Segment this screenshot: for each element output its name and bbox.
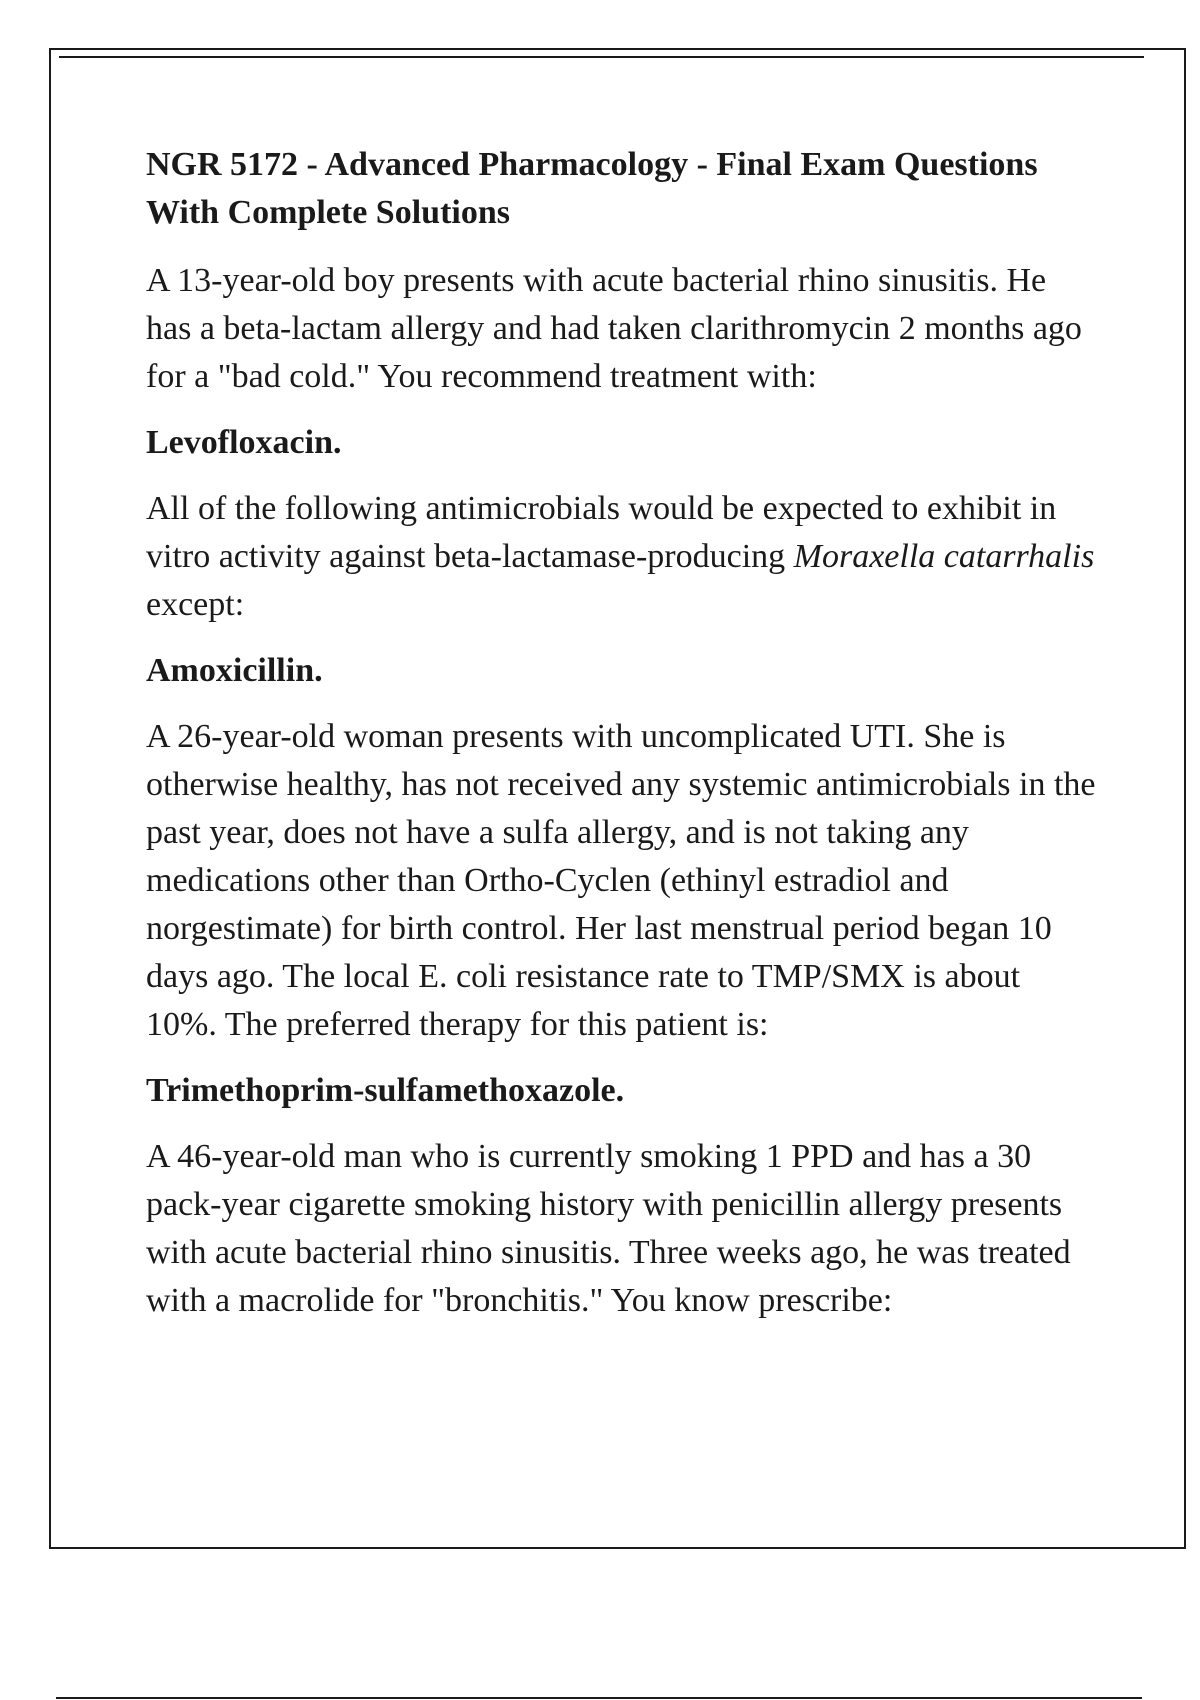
question-2-text-end: except: bbox=[146, 586, 245, 623]
top-rule bbox=[59, 56, 1144, 58]
question-2-text-start: All of the following antimicrobials would be expected to exhibit in vitro activity against beta-lactamase-producing bbox=[146, 490, 1057, 575]
answer-2: Amoxicillin. bbox=[146, 652, 323, 689]
answer-3: Trimethoprim-sulfamethoxazole. bbox=[146, 1072, 625, 1109]
question-2-organism: Moraxella catarrhalis bbox=[793, 538, 1095, 575]
question-4: A 46-year-old man who is currently smoking 1 PPD and has a 30 pack-year cigarette smoking history with penicillin allergy presents with acute bacterial rhino sinusitis. Three weeks ago, he was treated with a macrolide for "bronchitis." You know prescribe: bbox=[146, 1138, 1071, 1319]
document-content bbox=[146, 141, 1096, 1343]
question-2 bbox=[146, 485, 1096, 629]
answer-1: Levofloxacin. bbox=[146, 424, 342, 461]
question-1: A 13-year-old boy presents with acute bacterial rhino sinusitis. He has a beta-lactam allergy and had taken clarithromycin 2 months ago for a "bad cold." You recommend treatment with: bbox=[146, 262, 1082, 395]
question-3: A 26-year-old woman presents with uncomplicated UTI. She is otherwise healthy, has not received any systemic antimicrobials in the past year, does not have a sulfa allergy, and is not taking any medications other than Ortho-Cyclen (ethinyl estradiol and norgestimate) for birth control. Her last menstrual period began 10 days ago. The local E. coli resistance rate to TMP/SMX is about 10%. The preferred therapy for this patient is: bbox=[146, 718, 1096, 1043]
document-title: NGR 5172 - Advanced Pharmacology - Final Exam Questions With Complete Solutions bbox=[146, 146, 1038, 231]
footer-rule bbox=[56, 1697, 1142, 1699]
